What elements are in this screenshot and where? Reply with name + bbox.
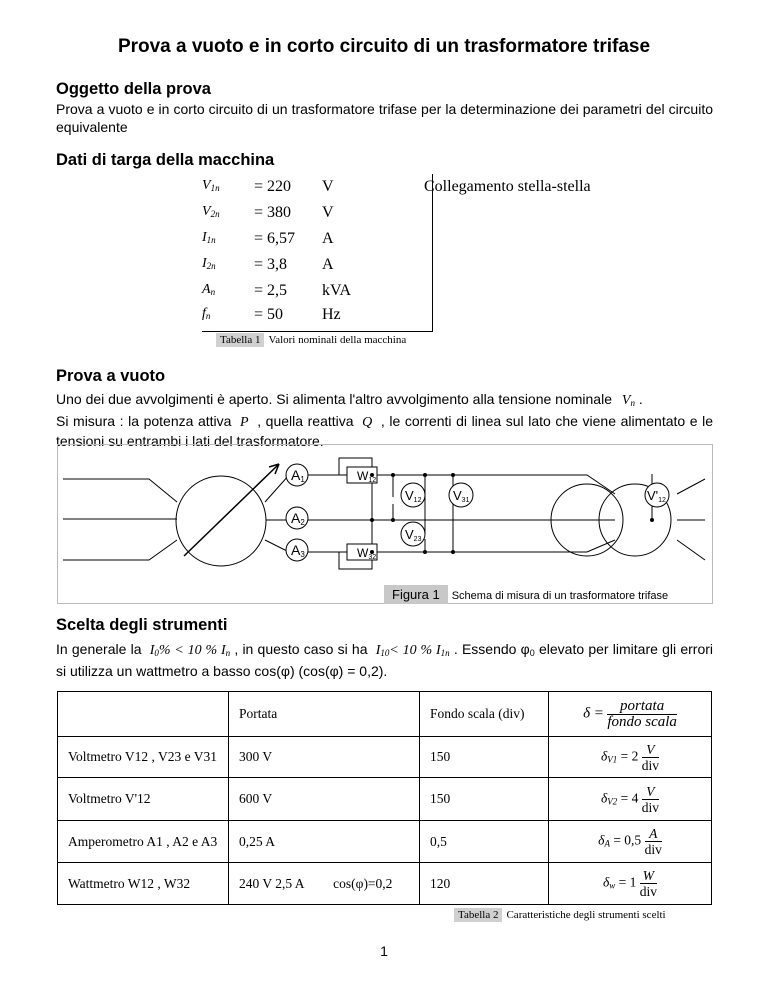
rating-unit: A [322,230,334,247]
instrument-fullscale: 150 [420,778,549,821]
connection-type: Collegamento stella-stella [424,178,591,195]
instrument-range: 600 V [229,778,420,821]
header-cell-delta: δ = $\frac{\text{portata}}{\text{fondo scala}}$ [549,692,712,737]
vp12-label: V'12 [647,488,666,504]
figure1-caption [384,587,668,602]
instrument-range: 240 V 2,5 A cos(φ)=0,2 [229,863,420,905]
rating-unit: V [322,178,334,195]
section-heading-prova-vuoto: Prova a vuoto [56,367,166,385]
table-row [58,737,712,778]
instrument-fullscale: 150 [420,737,549,778]
a2-label: A2 [291,510,305,527]
table1-caption [216,334,406,346]
a1-label: A1 [291,467,305,484]
table-header-row [58,692,712,737]
instrument-name: Wattmetro W12 , W32 [58,863,229,905]
instrument-constant: $\delta_w = 1$ $\frac{W}{\text{div}}$ [549,863,712,905]
header-cell: Fondo scala (div) [420,692,549,737]
instrument-constant: $\delta_{V2} = 4$ $\frac{V}{\text{div}}$ [549,778,712,821]
scelta-strumenti-text: In generale la $I_0\% < 10$ % $I_n$ , in questo caso si ha $I_{10}< 10$ % $I_{1n}$ . Essendo $\varphi_0$ elevato per limitare gli errori si utilizza un wattmetro a basso cos(φ) (cos(φ) = 0,2). [56,641,714,679]
instrument-constant: $\delta_{V1} = 2$ $\frac{V}{\text{div}}$ [549,737,712,778]
prova-vuoto-text: Uno dei due avvolgimenti è aperto. Si alimenta l'altro avvolgimento alla tensione nominale $V_n$ . Si misura : la potenza attiva P , quella reattiva Q , le correnti di linea sul lato che viene alimentato e le tensioni su entrambi i lati del trasformatore. [56,391,714,449]
measurement-schematic [57,444,713,604]
ratings-table [202,174,433,332]
caption-label: Figura 1 [384,585,448,604]
v23-label: V23 [405,527,422,543]
rating-unit: V [322,204,334,221]
page-number: 1 [380,943,388,959]
cos-phi: cos(φ)=0,2 [333,875,393,891]
table2-caption [454,909,666,921]
header-cell [58,692,229,737]
caption-text: Schema di misura di un trasformatore trifase [451,590,669,602]
caption-label: Tabella 2 [454,908,502,922]
instruments-table [57,691,712,905]
caption-label: Tabella 1 [216,333,264,347]
rating-value: = 6,57 [254,230,296,247]
instrument-range: 300 V [229,737,420,778]
rating-symbol: $I_{1n}$ [202,230,216,245]
section-heading-oggetto: Oggetto della prova [56,80,211,98]
rating-value: = 380 [254,204,292,221]
rating-symbol: $V_{2n}$ [202,204,220,219]
rating-symbol: $V_{1n}$ [202,178,220,193]
section-heading-scelta-strumenti: Scelta degli strumenti [56,616,228,634]
header-cell: Portata [229,692,420,737]
oggetto-text: Prova a vuoto e in corto circuito di un trasformatore trifase per la determinazione dei parametri del circuito equivalente [56,101,713,135]
w32-label: W32 [357,546,377,561]
instrument-fullscale: 0,5 [420,821,549,863]
rating-value: = 3,8 [254,256,288,273]
rating-value: = 220 [254,178,292,195]
rating-unit: kVA [322,282,352,299]
rating-symbol: $I_{2n}$ [202,256,216,271]
instrument-name: Amperometro A1 , A2 e A3 [58,821,229,863]
table-row [58,821,712,863]
w12-label: W12 [357,469,377,484]
rating-unit: Hz [322,306,341,323]
caption-text: Valori nominali della macchina [268,334,407,346]
table-row [58,778,712,821]
instrument-name: Voltmetro V'12 [58,778,229,821]
instrument-name: Voltmetro V12 , V23 e V31 [58,737,229,778]
section-heading-dati-targa: Dati di targa della macchina [56,151,275,169]
page-title: Prova a vuoto e in corto circuito di un trasformatore trifase [117,36,651,57]
instrument-fullscale: 120 [420,863,549,905]
table-row [58,863,712,905]
rating-symbol: $f_n$ [202,306,211,321]
v12-label: V12 [405,488,422,504]
caption-text: Caratteristiche degli strumenti scelti [506,909,666,921]
a3-label: A3 [291,542,305,559]
rating-symbol: $A_n$ [202,282,216,297]
instrument-range: 0,25 A [229,821,420,863]
instrument-constant: $\delta_A = 0,5$ $\frac{A}{\text{div}}$ [549,821,712,863]
rating-value: = 50 [254,306,284,323]
v31-label: V31 [453,488,470,504]
rating-unit: A [322,256,334,273]
rating-value: = 2,5 [254,282,288,299]
